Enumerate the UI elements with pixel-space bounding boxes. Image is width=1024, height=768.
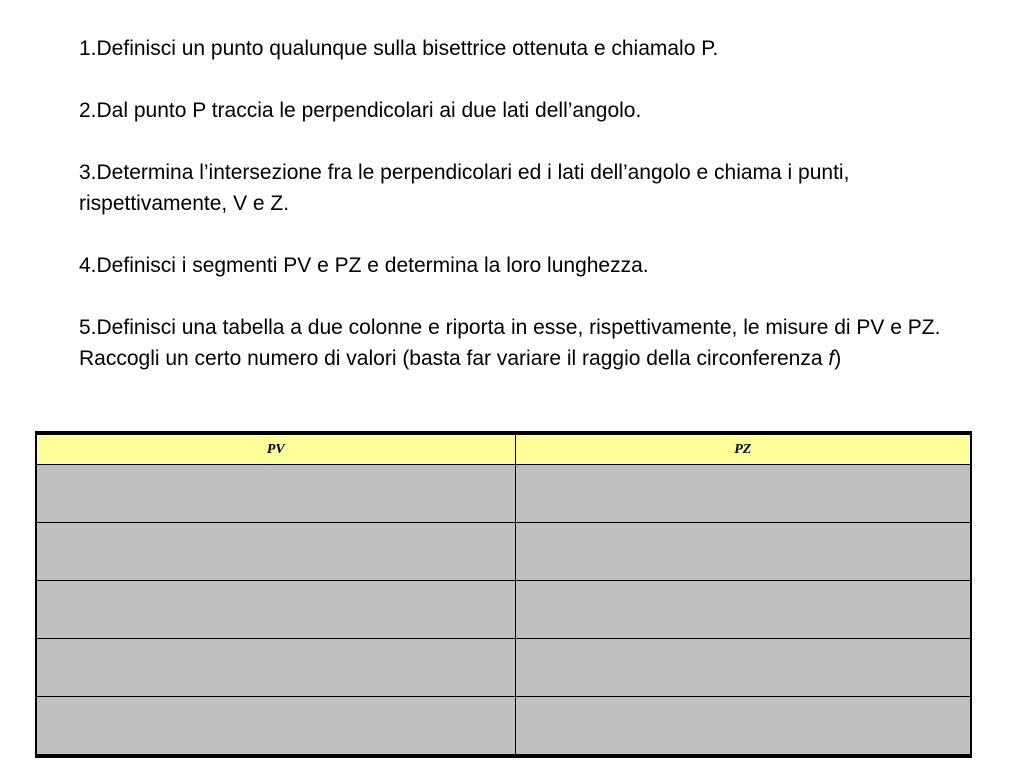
cell-pz[interactable] (515, 581, 971, 639)
table-header-row (36, 433, 971, 465)
table-row (36, 581, 971, 639)
cell-pv[interactable] (36, 523, 515, 581)
instruction-step-4-text: 4.Definisci i segmenti PV e PZ e determina la loro lunghezza. (79, 254, 649, 277)
instruction-list (79, 33, 979, 374)
cell-pz[interactable] (515, 639, 971, 697)
instruction-step-1 (79, 33, 979, 64)
cell-pz[interactable] (515, 523, 971, 581)
cell-pz[interactable] (515, 697, 971, 757)
instruction-step-1-text: 1.Definisci un punto qualunque sulla bisettrice ottenuta e chiamalo P. (79, 37, 719, 60)
cell-pz[interactable] (515, 465, 971, 523)
header-pz: PZ (515, 433, 971, 465)
cell-pv[interactable] (36, 697, 515, 757)
instruction-step-3-text: 3.Determina l’intersezione fra le perpendicolari ed i lati dell’angolo e chiama i punti, rispettivamente, V e Z. (79, 161, 850, 215)
instruction-step-2-text: 2.Dal punto P traccia le perpendicolari ai due lati dell’angolo. (79, 99, 642, 122)
cell-pv[interactable] (36, 639, 515, 697)
instruction-step-5-italic: f (828, 347, 835, 370)
instruction-step-5 (79, 312, 979, 374)
table-row (36, 697, 971, 757)
instruction-step-2 (79, 95, 979, 126)
header-pv: PV (36, 433, 515, 465)
measures-table-wrapper (35, 431, 972, 758)
table-row (36, 523, 971, 581)
cell-pv[interactable] (36, 581, 515, 639)
measures-table (35, 431, 972, 758)
instruction-step-5-suffix: ) (834, 347, 842, 370)
table-row (36, 465, 971, 523)
instruction-step-4 (79, 250, 979, 281)
cell-pv[interactable] (36, 465, 515, 523)
table-row (36, 639, 971, 697)
instruction-step-3 (79, 157, 979, 219)
instruction-step-5-text: 5.Definisci una tabella a due colonne e riporta in esse, rispettivamente, le misure di PV e PZ. Raccogli un certo numero di valori (basta far variare il raggio della circonferenza (79, 316, 941, 370)
